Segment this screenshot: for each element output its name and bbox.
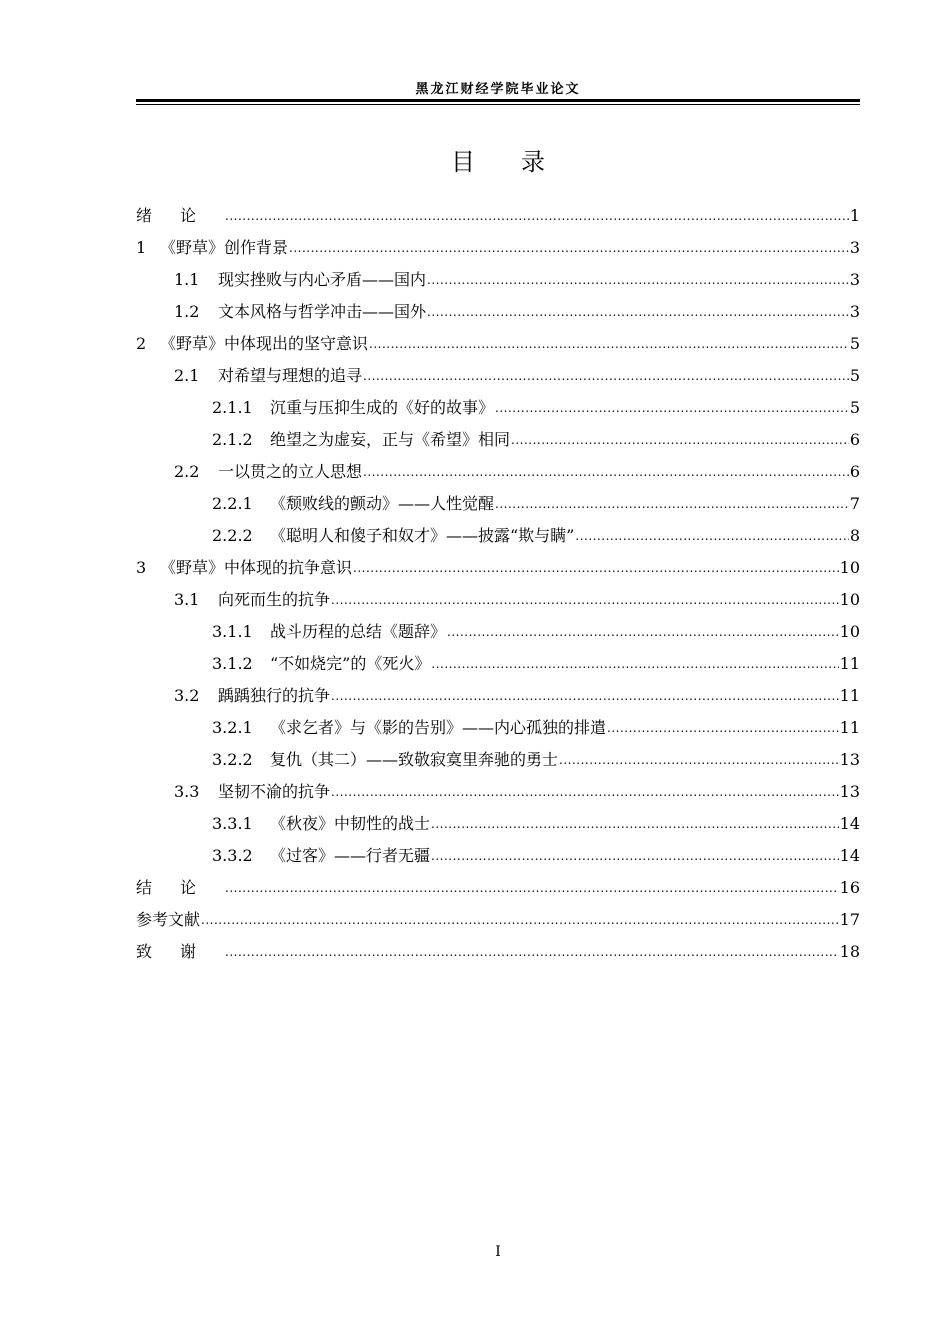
toc-leader-dots (225, 942, 839, 962)
toc-leader-dots (431, 814, 839, 834)
toc-leader-dots (353, 558, 839, 578)
toc-entry-page: 14 (839, 814, 860, 833)
toc-entry-page: 10 (839, 622, 860, 641)
toc-entry[interactable] (136, 488, 860, 520)
toc-entry-label: 《野草》中体现的抗争意识 (160, 558, 353, 577)
toc-title-char-1: 目 (451, 148, 475, 176)
toc-leader-dots (511, 430, 849, 450)
toc-entry-label: “不如烧完”的《死火》 (270, 654, 431, 673)
toc-entry-page: 17 (839, 910, 860, 929)
toc-entry-number: 3.2.2 (212, 750, 253, 769)
toc-entry[interactable] (136, 552, 860, 584)
toc-entry[interactable] (136, 360, 860, 392)
toc-entry-number: 2.1 (174, 366, 200, 385)
toc-entry-label: 对希望与理想的追寻 (218, 366, 363, 385)
toc-leader-dots (369, 334, 849, 354)
toc-leader-dots (363, 366, 849, 386)
header-rule-thin (136, 104, 860, 105)
toc-entry-page: 18 (839, 942, 860, 961)
toc-entry-label: 沉重与压抑生成的《好的故事》 (270, 398, 495, 417)
toc-entry-page: 10 (839, 590, 860, 609)
toc-entry[interactable] (136, 200, 860, 232)
toc-entry[interactable] (136, 584, 860, 616)
toc-entry[interactable] (136, 744, 860, 776)
toc-entry-label: 文本风格与哲学冲击——国外 (218, 302, 427, 321)
toc-entry-label: 《求乞者》与《影的告别》——内心孤独的排遣 (270, 718, 607, 737)
toc-entry-page: 10 (839, 558, 860, 577)
toc-leader-dots (447, 622, 839, 642)
toc-leader-dots (431, 846, 839, 866)
toc-leader-dots (225, 206, 849, 226)
toc-entry-label: 一以贯之的立人思想 (218, 462, 363, 481)
toc-entry-number: 2.2.1 (212, 494, 253, 513)
toc-entry-number: 3.1.1 (212, 622, 253, 641)
toc-entry-label: 《颓败线的颤动》——人性觉醒 (270, 494, 495, 513)
toc-leader-dots (201, 910, 839, 930)
toc-entry-label: 战斗历程的总结《题辞》 (270, 622, 447, 641)
toc-entry-number: 1.2 (174, 302, 200, 321)
toc-entry[interactable] (136, 808, 860, 840)
toc-entry-label: 踽踽独行的抗争 (218, 686, 331, 705)
toc-entry-page: 11 (839, 654, 860, 673)
toc-entry[interactable] (136, 904, 860, 936)
toc-leader-dots (495, 494, 849, 514)
toc-leader-dots (289, 238, 849, 258)
toc-entry-page: 8 (849, 526, 860, 545)
toc-entry[interactable] (136, 232, 860, 264)
toc-entry-number: 3.1.2 (212, 654, 253, 673)
toc-leader-dots (431, 654, 838, 674)
toc-leader-dots (559, 750, 839, 770)
toc-leader-dots (495, 398, 849, 418)
toc-title (136, 142, 860, 177)
toc-entry-number: 2.2.2 (212, 526, 253, 545)
toc-entry-number: 2.1.2 (212, 430, 253, 449)
toc-entry-number: 3.2 (174, 686, 200, 705)
toc-entry-label: 《野草》中体现出的坚守意识 (160, 334, 369, 353)
toc-entry-label: 《聪明人和傻子和奴才》——披露“欺与瞒” (270, 526, 575, 545)
toc-leader-dots (427, 302, 849, 322)
toc-entry-page: 5 (849, 398, 860, 417)
toc-entry-page: 16 (839, 878, 860, 897)
toc-entry[interactable] (136, 776, 860, 808)
toc-entry[interactable] (136, 424, 860, 456)
toc-entry-page: 3 (849, 270, 860, 289)
toc-entry[interactable] (136, 520, 860, 552)
toc-entry[interactable] (136, 456, 860, 488)
toc-entry-page: 3 (849, 302, 860, 321)
toc-entry[interactable] (136, 840, 860, 872)
toc-entry-number: 3 (136, 558, 147, 577)
toc-entry-number: 2.2 (174, 462, 200, 481)
toc-leader-dots (363, 462, 849, 482)
toc-leader-dots (427, 270, 849, 290)
toc-entry-page: 7 (849, 494, 860, 513)
toc-leader-dots (607, 718, 839, 738)
toc-entry-page: 6 (849, 430, 860, 449)
page-footer-number: I (495, 1244, 501, 1260)
toc-entry-page: 11 (839, 718, 860, 737)
toc-entry[interactable] (136, 872, 860, 904)
toc-entry-label: 致谢 (136, 942, 225, 961)
toc-entry-page: 11 (839, 686, 860, 705)
toc-entry-label: 结论 (136, 878, 225, 897)
page-header: 黑龙江财经学院毕业论文 (415, 82, 581, 97)
toc-entry-label: 参考文献 (136, 910, 201, 929)
toc-entry-page: 5 (849, 334, 860, 353)
toc-leader-dots (575, 526, 848, 546)
toc-entry-page: 14 (839, 846, 860, 865)
toc-entry-label: 向死而生的抗争 (218, 590, 331, 609)
toc-entry-page: 6 (849, 462, 860, 481)
toc-leader-dots (225, 878, 839, 898)
toc-entry-number: 3.3.1 (212, 814, 253, 833)
toc-entry-number: 2 (136, 334, 147, 353)
table-of-contents (136, 200, 860, 968)
toc-entry-number: 3.2.1 (212, 718, 253, 737)
toc-leader-dots (331, 590, 839, 610)
toc-entry[interactable] (136, 936, 860, 968)
toc-entry-label: 复仇（其二）——致敬寂寞里奔驰的勇士 (270, 750, 559, 769)
toc-entry-label: 绪论 (136, 206, 225, 225)
toc-leader-dots (331, 782, 839, 802)
toc-entry-page: 13 (839, 750, 860, 769)
toc-entry-number: 2.1.1 (212, 398, 253, 417)
toc-entry[interactable] (136, 328, 860, 360)
toc-entry-number: 3.3 (174, 782, 200, 801)
toc-entry-page: 5 (849, 366, 860, 385)
toc-entry-label: 现实挫败与内心矛盾——国内 (218, 270, 427, 289)
toc-entry-label: 坚韧不渝的抗争 (218, 782, 331, 801)
toc-entry-page: 1 (849, 206, 860, 225)
toc-leader-dots (331, 686, 839, 706)
toc-entry[interactable] (136, 712, 860, 744)
toc-entry-label: 《过客》——行者无疆 (270, 846, 431, 865)
toc-entry-page: 3 (849, 238, 860, 257)
toc-entry-label: 《秋夜》中韧性的战士 (270, 814, 431, 833)
toc-entry[interactable] (136, 680, 860, 712)
toc-entry[interactable] (136, 296, 860, 328)
toc-entry-number: 1.1 (174, 270, 200, 289)
toc-entry-label: 绝望之为虚妄，正与《希望》相同 (270, 430, 511, 449)
toc-entry-number: 3.1 (174, 590, 200, 609)
toc-title-char-2: 录 (521, 148, 545, 176)
toc-entry[interactable] (136, 392, 860, 424)
toc-entry[interactable] (136, 264, 860, 296)
header-rule-thick (136, 99, 860, 102)
toc-entry-number: 1 (136, 238, 147, 257)
toc-entry[interactable] (136, 616, 860, 648)
toc-entry[interactable] (136, 648, 860, 680)
toc-entry-label: 《野草》创作背景 (160, 238, 289, 257)
toc-entry-number: 3.3.2 (212, 846, 253, 865)
toc-entry-page: 13 (839, 782, 860, 801)
